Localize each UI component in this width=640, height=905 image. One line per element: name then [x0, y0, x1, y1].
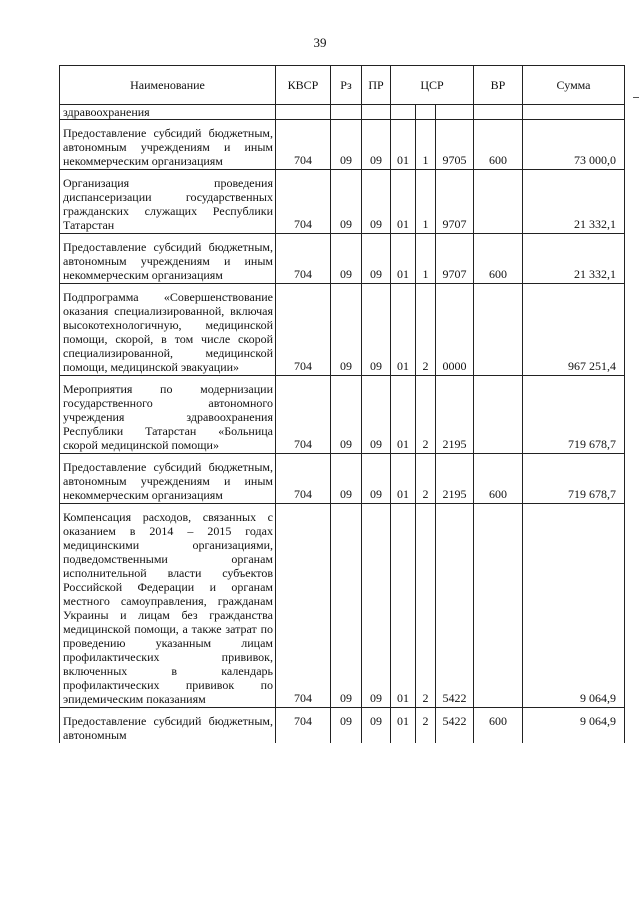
row-sum: 9 064,9: [523, 711, 625, 743]
row-sum: 21 332,1: [523, 173, 625, 234]
row-pr: 09: [362, 711, 391, 743]
row-kvsr: 704: [276, 457, 331, 504]
row-csr-part3: 0000: [436, 287, 474, 376]
table-row: [60, 123, 625, 170]
row-pr: 09: [362, 237, 391, 284]
row-csr-part3: 2195: [436, 379, 474, 454]
row-csr-part2: 2: [416, 711, 436, 743]
row-csr-part3: 9707: [436, 173, 474, 234]
row-csr-part3: 5422: [436, 507, 474, 708]
row-rz: 09: [331, 507, 362, 708]
budget-table: [59, 65, 625, 743]
row-csr-part1: 01: [391, 173, 416, 234]
row-sum: 9 064,9: [523, 507, 625, 708]
row-kvsr: 704: [276, 379, 331, 454]
row-sum: 21 332,1: [523, 237, 625, 284]
table-row: [60, 507, 625, 708]
row-name: Подпрограмма «Совершенствование оказания специализированной, включая высокотехнологичную, медицинской помощи, скорой, в том числе скорой специализированной, медицинской помощи, медицинской эвакуации»: [60, 287, 276, 376]
row-csr-part2: 2: [416, 457, 436, 504]
row-vr: [474, 287, 523, 376]
row-vr: 600: [474, 123, 523, 170]
row-kvsr: 704: [276, 237, 331, 284]
row-csr-part1: 01: [391, 457, 416, 504]
row-csr-part1: 01: [391, 507, 416, 708]
row-rz: 09: [331, 123, 362, 170]
header-rz: Рз: [331, 66, 362, 105]
row-vr: 600: [474, 237, 523, 284]
row-csr-part3: 2195: [436, 457, 474, 504]
row-rz: 09: [331, 287, 362, 376]
row-name: Предоставление субсидий бюджетным, автономным учреждениям и иным некоммерческим организациям: [60, 237, 276, 284]
page-number: 39: [313, 35, 327, 50]
header-vr: ВР: [474, 66, 523, 105]
row-csr-part1: 01: [391, 287, 416, 376]
row-name: Мероприятия по модернизации государственного автономного учреждения здравоохранения Республики Татарстан «Больница скорой медицинской помощи»: [60, 379, 276, 454]
row-csr-part3: 9707: [436, 237, 474, 284]
row-csr-part2: 1: [416, 237, 436, 284]
row-kvsr: 704: [276, 507, 331, 708]
row-csr-part1: 01: [391, 123, 416, 170]
table-row-continuation: [60, 105, 625, 120]
row-csr-part2: 2: [416, 287, 436, 376]
row-kvsr: 704: [276, 287, 331, 376]
row-sum: 967 251,4: [523, 287, 625, 376]
row-sum: 719 678,7: [523, 457, 625, 504]
row-kvsr: 704: [276, 711, 331, 743]
row-vr: [474, 173, 523, 234]
table-row: [60, 711, 625, 743]
header-name: Наименование: [60, 66, 276, 105]
row-vr: 600: [474, 711, 523, 743]
table-header: [60, 66, 625, 105]
row-csr-part3: 9705: [436, 123, 474, 170]
row-csr-part3: 5422: [436, 711, 474, 743]
row-csr-part2: 2: [416, 507, 436, 708]
table-row: [60, 237, 625, 284]
row-sum: 719 678,7: [523, 379, 625, 454]
row-name: Предоставление субсидий бюджетным, автономным учреждениям и иным некоммерческим организациям: [60, 123, 276, 170]
table-row: [60, 287, 625, 376]
row-rz: 09: [331, 237, 362, 284]
row-pr: 09: [362, 457, 391, 504]
row-sum: 73 000,0: [523, 123, 625, 170]
row-vr: [474, 507, 523, 708]
header-kvsr: КВСР: [276, 66, 331, 105]
margin-mark: [633, 97, 639, 98]
row-csr-part1: 01: [391, 379, 416, 454]
row-name: Предоставление субсидий бюджетным, автономным учреждениям и иным некоммерческим организациям: [60, 457, 276, 504]
header-pr: ПР: [362, 66, 391, 105]
row-pr: 09: [362, 507, 391, 708]
row-pr: 09: [362, 379, 391, 454]
row-rz: 09: [331, 711, 362, 743]
continuation-text: здравоохранения: [60, 105, 276, 120]
header-csr: ЦСР: [391, 66, 474, 105]
row-kvsr: 704: [276, 173, 331, 234]
row-csr-part1: 01: [391, 711, 416, 743]
row-csr-part2: 1: [416, 123, 436, 170]
row-csr-part2: 2: [416, 379, 436, 454]
row-rz: 09: [331, 457, 362, 504]
header-sum: Сумма: [523, 66, 625, 105]
row-pr: 09: [362, 287, 391, 376]
row-pr: 09: [362, 173, 391, 234]
table-row: [60, 457, 625, 504]
row-vr: 600: [474, 457, 523, 504]
row-name: Предоставление субсидий бюджетным, автономным: [60, 711, 276, 743]
row-csr-part2: 1: [416, 173, 436, 234]
row-csr-part1: 01: [391, 237, 416, 284]
row-kvsr: 704: [276, 123, 331, 170]
table-row: [60, 173, 625, 234]
table-row: [60, 379, 625, 454]
row-rz: 09: [331, 173, 362, 234]
row-name: Компенсация расходов, связанных с оказанием в 2014 – 2015 годах медицинскими организациями, подведомственными органам исполнительной власти субъектов Российской Федерации и органам местного самоуправления, гражданам Украины и лицам без гражданства медицинской помощи, а также затрат по проведению указанным лицам профилактических прививок, включенных в календарь профилактических прививок по эпидемическим показаниям: [60, 507, 276, 708]
row-name: Организация проведения диспансеризации государственных гражданских служащих Республики Татарстан: [60, 173, 276, 234]
row-vr: [474, 379, 523, 454]
row-rz: 09: [331, 379, 362, 454]
row-pr: 09: [362, 123, 391, 170]
